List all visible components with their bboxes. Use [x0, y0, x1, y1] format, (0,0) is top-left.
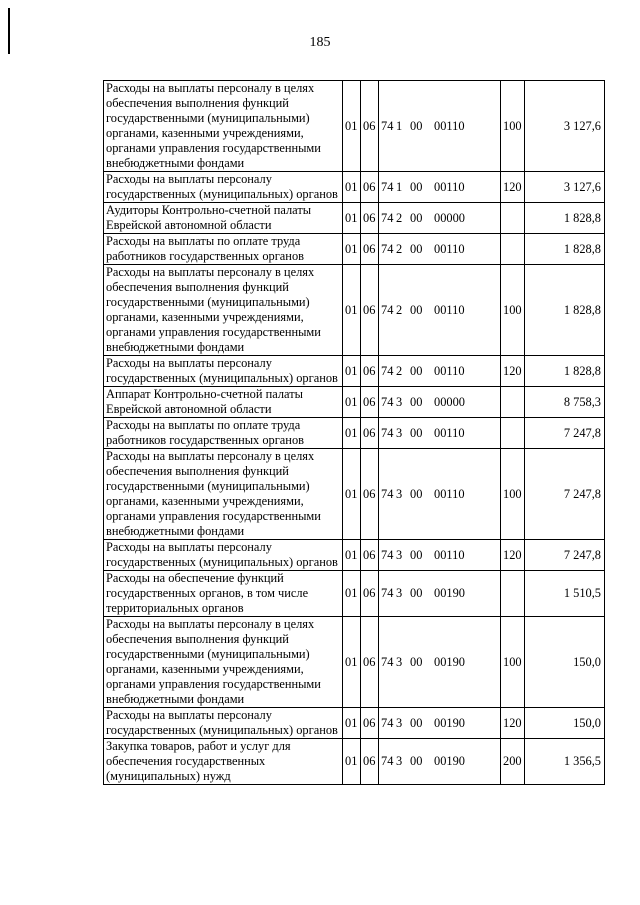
target-article-cell	[379, 172, 501, 203]
target-code-part: 1	[396, 118, 403, 133]
target-code-part: 00	[410, 179, 423, 194]
table-row	[104, 540, 605, 571]
target-code-part: 00190	[434, 715, 465, 730]
amount-cell: 1 828,8	[525, 203, 605, 234]
page-number: 185	[309, 35, 331, 50]
expense-kind-cell	[501, 234, 525, 265]
target-code-part: 00	[410, 241, 423, 256]
target-code-part: 00	[410, 654, 423, 669]
table-row	[104, 617, 605, 708]
amount-cell: 8 758,3	[525, 387, 605, 418]
target-code-part: 00110	[434, 241, 465, 256]
expense-name-cell: Расходы на обеспечение функций государственных органов, в том числе территориальных органов	[104, 571, 343, 617]
section-code-cell: 01	[343, 172, 361, 203]
target-code-part: 00110	[434, 486, 465, 501]
section-code-cell: 01	[343, 540, 361, 571]
target-code-part: 00110	[434, 363, 465, 378]
target-code-part: 00	[410, 486, 423, 501]
target-code-part: 00	[410, 210, 423, 225]
target-code-part: 74	[381, 715, 394, 730]
target-code-part: 00	[410, 715, 423, 730]
target-article-cell	[379, 617, 501, 708]
target-article-cell	[379, 356, 501, 387]
expense-name-cell: Расходы на выплаты персоналу в целях обеспечения выполнения функций государственными (муниципальными) органами, казенными учреждениями, органами управления государственными внебюджетными фондами	[104, 81, 343, 172]
target-code-part: 3	[396, 425, 403, 440]
target-code-part: 74	[381, 586, 394, 600]
target-code-part: 00110	[434, 302, 465, 317]
section-code-cell: 01	[343, 617, 361, 708]
target-code-part: 74	[381, 654, 394, 669]
table-row	[104, 571, 605, 617]
target-code-part: 74	[381, 486, 394, 501]
expense-kind-cell: 100	[501, 617, 525, 708]
amount-cell: 1 828,8	[525, 265, 605, 356]
target-code-part: 00110	[434, 179, 465, 194]
expense-name-cell: Расходы на выплаты персоналу в целях обеспечения выполнения функций государственными (муниципальными) органами, казенными учреждениями, органами управления государственными внебюджетными фондами	[104, 617, 343, 708]
section-code-cell: 01	[343, 203, 361, 234]
target-code-part: 00000	[434, 210, 465, 225]
target-code-part: 00	[410, 425, 423, 440]
target-article-cell	[379, 265, 501, 356]
target-code-part: 74	[381, 363, 394, 378]
expense-kind-cell: 120	[501, 708, 525, 739]
expense-name-cell: Расходы на выплаты персоналу государственных (муниципальных) органов	[104, 540, 343, 571]
target-code-part: 1	[396, 179, 403, 194]
target-code-part: 3	[396, 715, 403, 730]
target-code-part: 74	[381, 179, 394, 194]
target-article-cell	[379, 449, 501, 540]
target-code-part: 3	[396, 547, 403, 562]
section-code-cell: 01	[343, 265, 361, 356]
expense-name-cell: Расходы на выплаты по оплате труда работников государственных органов	[104, 234, 343, 265]
target-code-part: 74	[381, 547, 394, 562]
target-code-part: 74	[381, 302, 394, 317]
amount-cell: 1 828,8	[525, 356, 605, 387]
target-code-part: 00	[410, 118, 423, 133]
target-code-part: 74	[381, 394, 394, 409]
expense-name-cell: Расходы на выплаты персоналу в целях обеспечения выполнения функций государственными (муниципальными) органами, казенными учреждениями, органами управления государственными внебюджетными фондами	[104, 449, 343, 540]
table-row	[104, 418, 605, 449]
subsection-code-cell: 06	[361, 449, 379, 540]
expense-kind-cell: 120	[501, 540, 525, 571]
amount-cell: 7 247,8	[525, 449, 605, 540]
target-code-part: 3	[396, 394, 403, 409]
subsection-code-cell: 06	[361, 81, 379, 172]
subsection-code-cell: 06	[361, 234, 379, 265]
target-code-part: 2	[396, 210, 403, 225]
expense-name-cell: Расходы на выплаты персоналу государственных (муниципальных) органов	[104, 172, 343, 203]
expense-kind-cell	[501, 418, 525, 449]
target-code-part: 00110	[434, 425, 465, 440]
expense-name-cell: Расходы на выплаты персоналу государственных (муниципальных) органов	[104, 356, 343, 387]
target-code-part: 00	[410, 586, 423, 600]
table-row	[104, 265, 605, 356]
subsection-code-cell: 06	[361, 356, 379, 387]
table-row	[104, 172, 605, 203]
table-body	[104, 81, 605, 785]
target-code-part: 2	[396, 363, 403, 378]
target-code-part: 00110	[434, 118, 465, 133]
target-code-part: 74	[381, 425, 394, 440]
expense-name-cell: Расходы на выплаты персоналу государственных (муниципальных) органов	[104, 708, 343, 739]
table-row	[104, 234, 605, 265]
amount-cell: 150,0	[525, 708, 605, 739]
table-row	[104, 449, 605, 540]
target-code-part: 3	[396, 654, 403, 669]
expense-kind-cell: 120	[501, 356, 525, 387]
subsection-code-cell: 06	[361, 387, 379, 418]
expense-kind-cell: 120	[501, 172, 525, 203]
target-code-part: 00	[410, 302, 423, 317]
expense-kind-cell: 200	[501, 739, 525, 785]
section-code-cell: 01	[343, 418, 361, 449]
target-code-part: 00	[410, 394, 423, 409]
amount-cell: 1 828,8	[525, 234, 605, 265]
section-code-cell: 01	[343, 356, 361, 387]
target-code-part: 74	[381, 754, 394, 768]
target-code-part: 00000	[434, 394, 465, 409]
subsection-code-cell: 06	[361, 739, 379, 785]
target-article-cell	[379, 418, 501, 449]
table-row	[104, 387, 605, 418]
section-code-cell: 01	[343, 449, 361, 540]
subsection-code-cell: 06	[361, 617, 379, 708]
subsection-code-cell: 06	[361, 203, 379, 234]
amount-cell: 7 247,8	[525, 540, 605, 571]
table-row	[104, 356, 605, 387]
target-code-part: 74	[381, 118, 394, 133]
target-article-cell	[379, 234, 501, 265]
subsection-code-cell: 06	[361, 571, 379, 617]
expense-kind-cell: 100	[501, 265, 525, 356]
expense-kind-cell	[501, 203, 525, 234]
target-code-part: 00190	[434, 654, 465, 669]
expense-kind-cell: 100	[501, 81, 525, 172]
expense-name-cell: Расходы на выплаты персоналу в целях обеспечения выполнения функций государственными (муниципальными) органами, казенными учреждениями, органами управления государственными внебюджетными фондами	[104, 265, 343, 356]
amount-cell: 3 127,6	[525, 172, 605, 203]
expense-kind-cell: 100	[501, 449, 525, 540]
table-row	[104, 708, 605, 739]
target-article-cell	[379, 571, 501, 617]
target-code-part: 00	[410, 754, 423, 768]
table-row	[104, 739, 605, 785]
section-code-cell: 01	[343, 81, 361, 172]
subsection-code-cell: 06	[361, 265, 379, 356]
amount-cell: 7 247,8	[525, 418, 605, 449]
target-code-part: 74	[381, 241, 394, 256]
expense-kind-cell	[501, 387, 525, 418]
section-code-cell: 01	[343, 234, 361, 265]
expense-name-cell: Закупка товаров, работ и услуг для обеспечения государственных (муниципальных) нужд	[104, 739, 343, 785]
table-row	[104, 203, 605, 234]
target-article-cell	[379, 739, 501, 785]
target-code-part: 3	[396, 754, 403, 768]
target-article-cell	[379, 203, 501, 234]
target-article-cell	[379, 540, 501, 571]
amount-cell: 3 127,6	[525, 81, 605, 172]
budget-table	[103, 80, 605, 785]
section-code-cell: 01	[343, 571, 361, 617]
expense-name-cell: Аудиторы Контрольно-счетной палаты Еврейской автономной области	[104, 203, 343, 234]
subsection-code-cell: 06	[361, 418, 379, 449]
target-code-part: 00190	[434, 586, 465, 600]
expense-name-cell: Аппарат Контрольно-счетной палаты Еврейской автономной области	[104, 387, 343, 418]
section-code-cell: 01	[343, 387, 361, 418]
target-code-part: 74	[381, 210, 394, 225]
target-code-part: 2	[396, 302, 403, 317]
subsection-code-cell: 06	[361, 708, 379, 739]
target-code-part: 2	[396, 241, 403, 256]
target-article-cell	[379, 387, 501, 418]
section-code-cell: 01	[343, 708, 361, 739]
subsection-code-cell: 06	[361, 540, 379, 571]
target-code-part: 3	[396, 486, 403, 501]
target-code-part: 00	[410, 363, 423, 378]
target-article-cell	[379, 708, 501, 739]
expense-kind-cell	[501, 571, 525, 617]
section-code-cell: 01	[343, 739, 361, 785]
table-row	[104, 81, 605, 172]
amount-cell: 1 356,5	[525, 739, 605, 785]
target-code-part: 00110	[434, 547, 465, 562]
target-article-cell	[379, 81, 501, 172]
subsection-code-cell: 06	[361, 172, 379, 203]
amount-cell: 1 510,5	[525, 571, 605, 617]
amount-cell: 150,0	[525, 617, 605, 708]
target-code-part: 00	[410, 547, 423, 562]
target-code-part: 00190	[434, 754, 465, 768]
target-code-part: 3	[396, 586, 403, 600]
expense-name-cell: Расходы на выплаты по оплате труда работников государственных органов	[104, 418, 343, 449]
